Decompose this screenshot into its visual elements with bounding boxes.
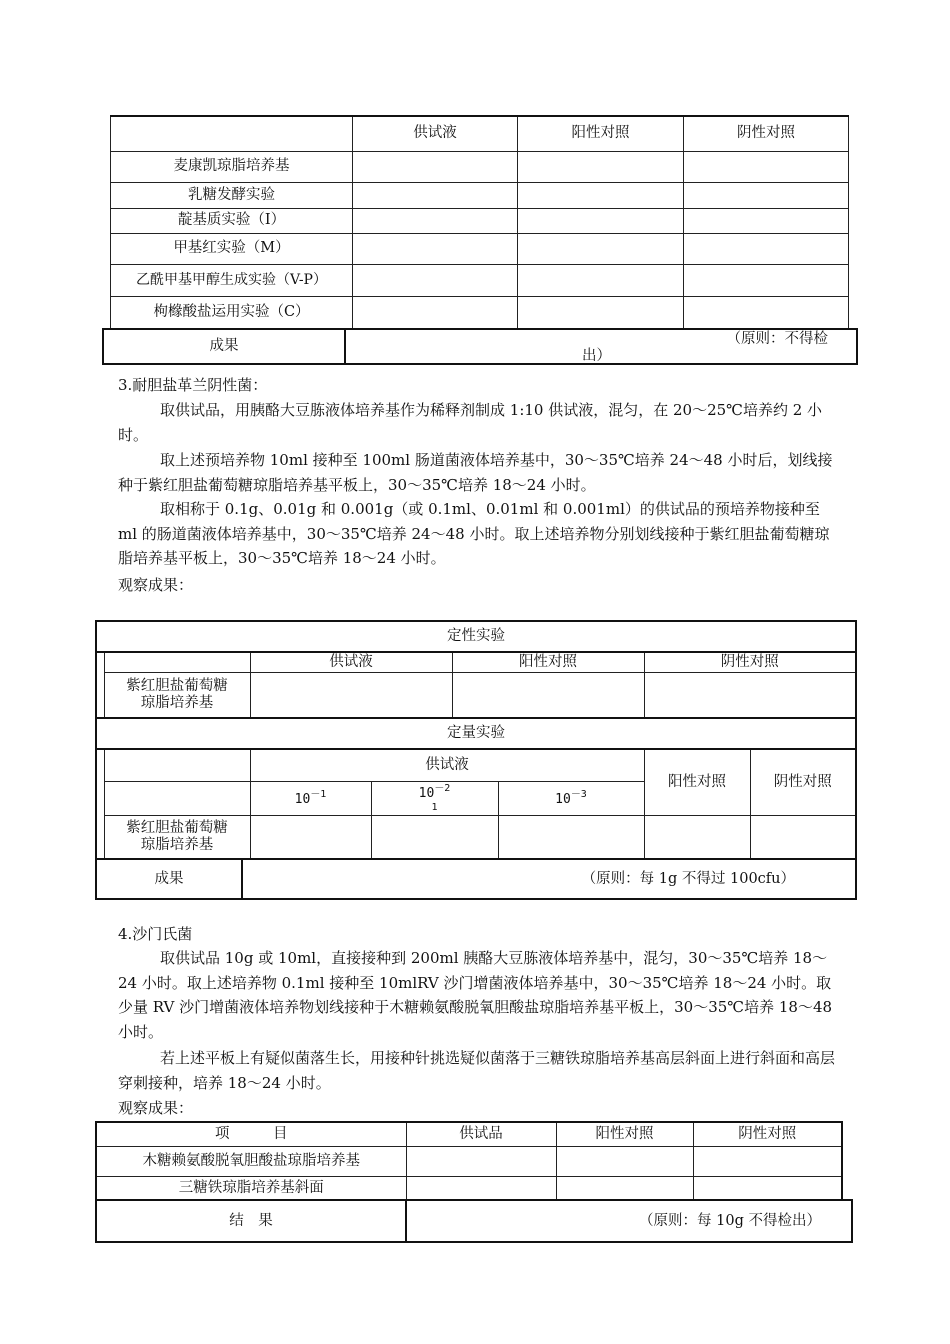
qualitative-title: 定性实验: [96, 621, 856, 652]
section3-paragraph-3: 取相称于 0.1g、0.01g 和 0.001g（或 0.1ml、0.01ml 和 0.001ml）的供试品的预培养物接种至 ml 的肠道菌液体培养基中，30～35℃培养 24～48 小时。取上述培养物分别划线接种于紫红胆盐葡萄糖琼脂培养基平板上，30～35℃培养 18～24 小时。: [118, 500, 850, 567]
bile-tolerant-table: [95, 620, 857, 860]
cell[interactable]: [353, 151, 518, 182]
result-note[interactable]: [345, 329, 857, 364]
qual-header-positive: 阳性对照: [452, 652, 644, 672]
row-label: 乙酰甲基甲醇生成实验（V-P）: [111, 264, 353, 296]
header-blank: [111, 116, 353, 151]
bile-tolerant-result-row: [95, 858, 857, 900]
cell[interactable]: [556, 1176, 693, 1200]
dilution-10-2: $10^{-2}$ 1: [371, 781, 498, 815]
row-label: 靛基质实验（I）: [111, 208, 353, 233]
result-label: 成果: [103, 329, 345, 364]
cell[interactable]: [353, 233, 518, 264]
section3-observe-label: 观察成果：: [118, 576, 194, 594]
quant-header-blank-2: [104, 781, 250, 815]
cell[interactable]: [556, 1146, 693, 1176]
section3-paragraph-1: 取供试品，用胰酪大豆胨液体培养基作为稀释剂制成 1:10 供试液，混匀，在 20～25℃培养约 2 小时。: [118, 401, 823, 444]
row-label: 麦康凯琼脂培养基: [111, 151, 353, 182]
dilution-10-3: $10^{-3}$: [498, 781, 644, 815]
qual-header-blank: [104, 652, 250, 672]
qual-medium-label: [104, 672, 250, 718]
cell[interactable]: [684, 264, 849, 296]
header-negative-control: 阴性对照: [684, 116, 849, 151]
cell[interactable]: [250, 672, 452, 718]
result-note[interactable]: （原则：每 10g 不得检出）: [406, 1200, 852, 1242]
identification-table: [110, 115, 849, 329]
quant-header-negative: 阴性对照: [750, 749, 856, 815]
cell[interactable]: [750, 815, 856, 859]
cell[interactable]: [498, 815, 644, 859]
cell[interactable]: [644, 815, 750, 859]
quant-medium-line1: 紫红胆盐葡萄糖: [126, 820, 228, 837]
row-label: 枸橼酸盐运用实验（C）: [111, 296, 353, 328]
result-note[interactable]: （原则：每 1g 不得过 100cfu）: [242, 859, 856, 899]
result-note-line1: （原则：不得检: [726, 331, 828, 347]
result-label: 成果: [96, 859, 242, 899]
header-negative-control: 阴性对照: [693, 1122, 842, 1146]
section3-title: 3.耐胆盐革兰阴性菌：: [118, 376, 268, 394]
cell[interactable]: [353, 296, 518, 328]
cell[interactable]: [353, 208, 518, 233]
cell[interactable]: [684, 208, 849, 233]
header-test-liquid: 供试液: [353, 116, 518, 151]
identification-result-row: [102, 328, 858, 365]
cell[interactable]: [518, 296, 684, 328]
header-sample: 供试品: [406, 1122, 556, 1146]
cell[interactable]: [518, 151, 684, 182]
cell[interactable]: [693, 1146, 842, 1176]
quant-header-positive: 阳性对照: [644, 749, 750, 815]
cell[interactable]: [406, 1146, 556, 1176]
cell[interactable]: [684, 233, 849, 264]
result-note-line2: 出）: [582, 348, 611, 364]
section4-title: 4.沙门氏菌: [118, 925, 193, 943]
cell[interactable]: [644, 672, 856, 718]
result-label: 结 果: [96, 1200, 406, 1242]
cell[interactable]: [684, 182, 849, 208]
cell[interactable]: [250, 815, 371, 859]
salmonella-result-row: [95, 1199, 853, 1243]
left-gap: [96, 749, 104, 859]
left-gap: [96, 652, 104, 718]
row-label: 乳糖发酵实验: [111, 182, 353, 208]
qual-medium-line2: 琼脂培养基: [140, 694, 214, 711]
dilution-10-1: $10^{-1}$: [250, 781, 371, 815]
cell[interactable]: [518, 264, 684, 296]
row-label: 三糖铁琼脂培养基斜面: [96, 1176, 406, 1200]
qual-header-negative: 阴性对照: [644, 652, 856, 672]
quantitative-title: 定量实验: [96, 718, 856, 749]
header-positive-control: 阳性对照: [556, 1122, 693, 1146]
header-positive-control: 阳性对照: [518, 116, 684, 151]
cell[interactable]: [684, 151, 849, 182]
qual-header-test-liquid: 供试液: [250, 652, 452, 672]
section4-observe-label: 观察成果：: [118, 1099, 194, 1117]
quant-header-test-liquid: 供试液: [250, 749, 644, 781]
cell[interactable]: [353, 264, 518, 296]
cell[interactable]: [518, 233, 684, 264]
quant-header-blank: [104, 749, 250, 781]
cell[interactable]: [518, 182, 684, 208]
salmonella-table: [95, 1121, 843, 1201]
cell[interactable]: [693, 1176, 842, 1200]
cell[interactable]: [371, 815, 498, 859]
quant-medium-label: [104, 815, 250, 859]
section3-paragraph-2: 取上述预培养物 10ml 接种至 100ml 肠道菌液体培养基中，30～35℃培养 24～48 小时后，划线接种于紫红胆盐葡萄糖琼脂培养基平板上，30～35℃培养 18～24 小时。: [118, 451, 833, 494]
section4-paragraph-2: 若上述平板上有疑似菌落生长，用接种针挑选疑似菌落于三糖铁琼脂培养基高层斜面上进行斜面和高层穿刺接种，培养 18～24 小时。: [118, 1049, 836, 1092]
header-item: 项 目: [96, 1122, 406, 1146]
row-label: 甲基红实验（M）: [111, 233, 353, 264]
section4-paragraph-1: 取供试品 10g 或 10ml，直接接种到 200ml 胰酪大豆胨液体培养基中，混匀，30～35℃培养 18～24 小时。取上述培养物 0.1ml 接种至 10mlRV 沙门增菌液体培养基中，30～35℃培养 18～24 小时。取少量 RV 沙门增菌液体培养物划线接种于木糖赖氨酸脱氧胆酸盐琼脂培养基平板上，30～35℃培养 18～48 小时。: [118, 949, 833, 1041]
cell[interactable]: [452, 672, 644, 718]
cell[interactable]: [684, 296, 849, 328]
cell[interactable]: [406, 1176, 556, 1200]
cell[interactable]: [353, 182, 518, 208]
qual-medium-line1: 紫红胆盐葡萄糖: [126, 678, 228, 695]
quant-medium-line2: 琼脂培养基: [140, 837, 214, 853]
row-label: 木糖赖氨酸脱氧胆酸盐琼脂培养基: [96, 1146, 406, 1176]
cell[interactable]: [518, 208, 684, 233]
